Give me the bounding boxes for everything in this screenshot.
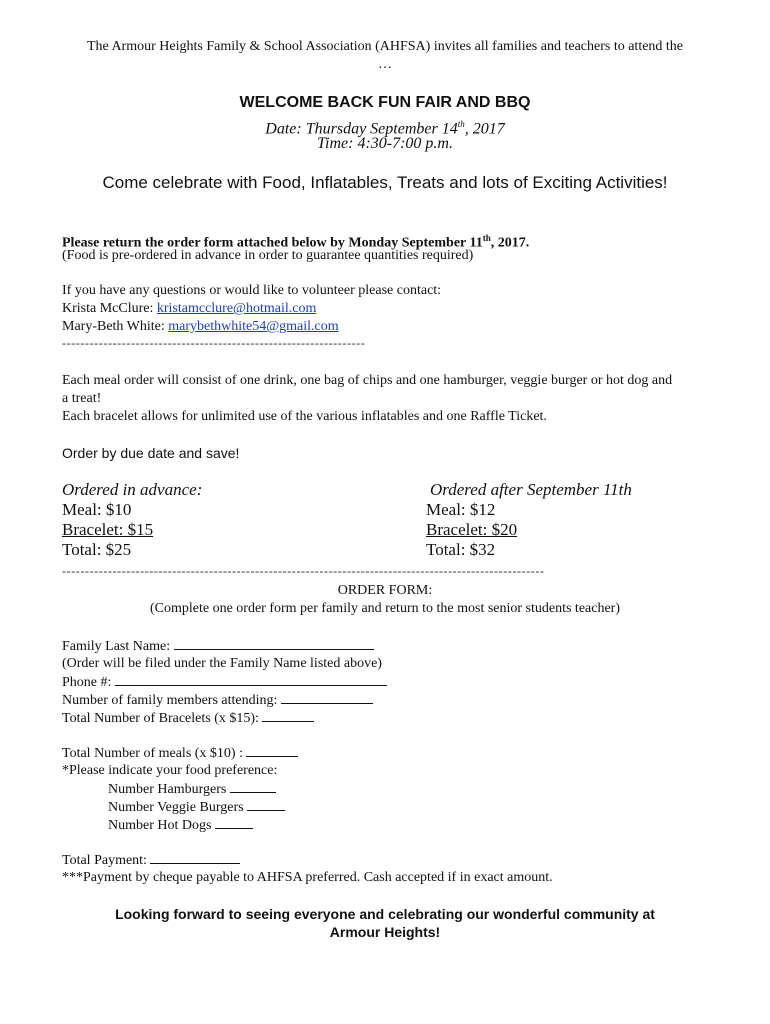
event-date-text: Date: Thursday September 14 bbox=[265, 120, 458, 138]
marybeth-email-link[interactable]: marybethwhite54@gmail.com bbox=[168, 319, 339, 334]
advance-meal: Meal: $10 bbox=[62, 500, 132, 519]
return-deadline-year: , 2017. bbox=[490, 235, 530, 251]
hamburgers-row bbox=[108, 780, 276, 799]
intro-line: The Armour Heights Family & School Association (AHFSA) invites all families and teachers to attend the bbox=[86, 39, 684, 54]
order-form-subtitle: (Complete one order form per family and return to the most senior students teacher) bbox=[149, 601, 621, 616]
preference-label: *Please indicate your food preference: bbox=[62, 763, 278, 778]
preorder-note: (Food is pre-ordered in advance in order to guarantee quantities required) bbox=[62, 248, 474, 263]
payment-note: ***Payment by cheque payable to AHFSA preferred. Cash accepted if in exact amount. bbox=[62, 870, 553, 885]
veggie-row bbox=[108, 798, 285, 817]
bracelets-row bbox=[62, 709, 314, 728]
pricing-late bbox=[426, 480, 632, 560]
members-field[interactable] bbox=[281, 691, 373, 704]
members-row bbox=[62, 691, 373, 710]
family-name-field[interactable] bbox=[174, 637, 374, 650]
late-meal: Meal: $12 bbox=[426, 500, 496, 519]
divider-short: ------------------------------------------------------------------ bbox=[62, 336, 366, 350]
bracelets-field[interactable] bbox=[262, 709, 314, 722]
members-label: Number of family members attending: bbox=[62, 693, 281, 708]
krista-email-link[interactable]: kristamcclure@hotmail.com bbox=[156, 301, 317, 316]
advance-total: Total: $25 bbox=[62, 540, 132, 559]
divider-long: --------------------------------------------------------------------------------------------------------- bbox=[62, 564, 545, 578]
intro-ellipsis: … bbox=[378, 57, 392, 72]
late-heading: Ordered after September 11th bbox=[430, 480, 632, 499]
phone-field[interactable] bbox=[115, 673, 387, 686]
event-title: WELCOME BACK FUN FAIR AND BBQ bbox=[239, 94, 531, 111]
payment-row bbox=[62, 851, 240, 870]
closing-line-2: Armour Heights! bbox=[329, 924, 441, 940]
event-time: Time: 4:30-7:00 p.m. bbox=[317, 135, 453, 152]
contact-marybeth bbox=[62, 318, 339, 336]
meal-description-cont: a treat! bbox=[62, 391, 102, 406]
order-by-note: Order by due date and save! bbox=[62, 445, 240, 461]
tagline: Come celebrate with Food, Inflatables, Treats and lots of Exciting Activities! bbox=[102, 173, 668, 192]
hamburgers-field[interactable] bbox=[230, 780, 276, 793]
family-name-note: (Order will be filed under the Family Name listed above) bbox=[62, 656, 382, 671]
bracelets-label: Total Number of Bracelets (x $15): bbox=[62, 711, 263, 726]
phone-label: Phone #: bbox=[62, 675, 115, 690]
contact-intro: If you have any questions or would like to volunteer please contact: bbox=[62, 283, 442, 298]
hotdogs-field[interactable] bbox=[215, 816, 253, 829]
hotdogs-label: Number Hot Dogs bbox=[108, 818, 215, 833]
contact-krista-label: Krista McClure: bbox=[62, 301, 157, 316]
veggie-label: Number Veggie Burgers bbox=[108, 800, 248, 815]
contact-marybeth-label: Mary-Beth White: bbox=[62, 319, 169, 334]
family-name-label: Family Last Name: bbox=[62, 639, 174, 654]
phone-row bbox=[62, 673, 387, 692]
advance-heading: Ordered in advance: bbox=[62, 480, 203, 499]
contact-krista bbox=[62, 300, 316, 318]
meal-description: Each meal order will consist of one drink, one bag of chips and one hamburger, veggie burger or hot dog and bbox=[62, 373, 673, 388]
late-bracelet: Bracelet: $20 bbox=[426, 520, 518, 539]
return-deadline-text: Please return the order form attached below by Monday September 11 bbox=[62, 235, 483, 251]
meals-row bbox=[62, 744, 298, 763]
meals-field[interactable] bbox=[246, 744, 298, 757]
payment-field[interactable] bbox=[150, 851, 240, 864]
meals-label: Total Number of meals (x $10) : bbox=[62, 746, 247, 761]
pricing-advance bbox=[62, 480, 202, 560]
hamburgers-label: Number Hamburgers bbox=[108, 782, 230, 797]
bracelet-description: Each bracelet allows for unlimited use of the various inflatables and one Raffle Ticket. bbox=[62, 409, 547, 424]
veggie-field[interactable] bbox=[247, 798, 285, 811]
hotdogs-row bbox=[108, 816, 253, 835]
advance-bracelet: Bracelet: $15 bbox=[62, 520, 154, 539]
return-deadline-sup: th bbox=[482, 233, 491, 243]
payment-label: Total Payment: bbox=[62, 853, 151, 868]
late-total: Total: $32 bbox=[426, 540, 496, 559]
order-form-title: ORDER FORM: bbox=[337, 583, 433, 598]
closing-line: Looking forward to seeing everyone and celebrating our wonderful community at bbox=[115, 906, 655, 922]
family-name-row bbox=[62, 637, 374, 656]
event-date-year: , 2017 bbox=[464, 120, 505, 138]
event-date-sup: th bbox=[457, 119, 465, 129]
